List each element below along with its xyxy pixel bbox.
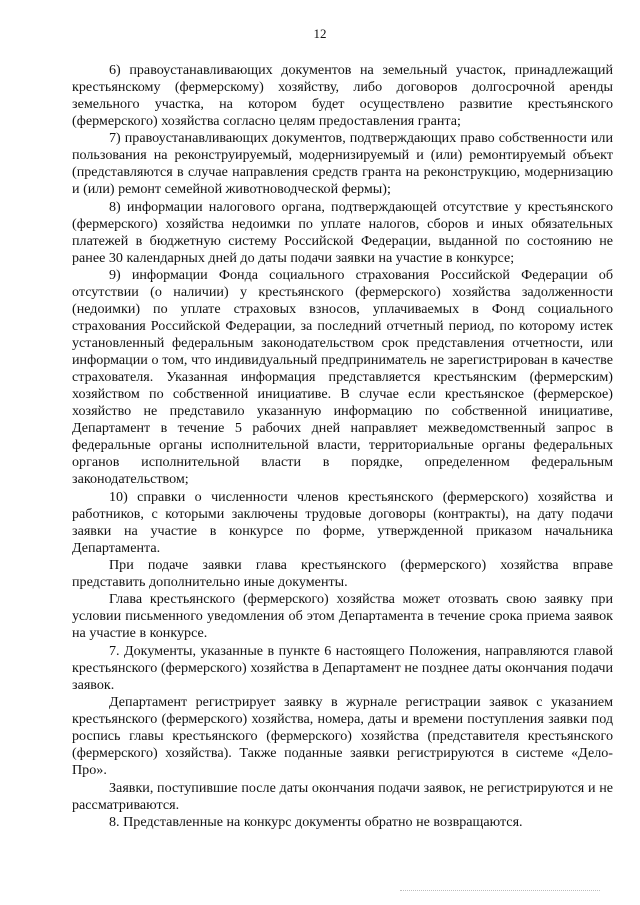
page-number: 12 [313,26,327,41]
document-body [72,62,613,831]
paragraph-item-10: 10) справки о численности членов крестьянского (фермерского) хозяйства и работников, с которыми заключены трудовые договоры (контракты), на дату подачи заявки на участие в конкурсе по форме, утвержденной приказом начальника Департамента. [72,488,613,556]
paragraph-item-6: 6) правоустанавливающих документов на земельный участок, принадлежащий крестьянскому (фермерскому) хозяйству, либо договоров долгосрочной аренды земельного участка, на котором будет осуществлено развитие крестьянского (фермерского) хозяйства согласно целям предоставления гранта; [72,62,613,129]
paragraph-withdraw-application: Глава крестьянского (фермерского) хозяйства может отозвать свою заявку при условии письменного уведомления об этом Департамента в течение срока приема заявок на участие в конкурсе. [72,591,613,642]
footer-dotted-line [400,887,600,891]
paragraph-additional-documents: При подаче заявки глава крестьянского (фермерского) хозяйства вправе представить дополнительно иные документы. [72,556,613,590]
paragraph-item-8: 8) информации налогового органа, подтверждающей отсутствие у крестьянского (фермерского) хозяйства недоимки по уплате налогов, сборов и иных обязательных платежей в бюджетную систему Российской Федерации, выданной по состоянию не ранее 30 календарных дней до даты подачи заявки на участие в конкурсе; [72,198,613,266]
paragraph-clause-7: 7. Документы, указанные в пункте 6 настоящего Положения, направляются главой крестьянского (фермерского) хозяйства в Департамент не позднее даты окончания подачи заявок. [72,642,613,693]
paragraph-late-applications: Заявки, поступившие после даты окончания подачи заявок, не регистрируются и не рассматриваются. [72,779,613,813]
paragraph-item-7: 7) правоустанавливающих документов, подтверждающих право собственности или пользования на реконструируемый, модернизируемый и (или) ремонтируемый объект (представляются в случае направления средств гранта на реконструкцию, модернизацию и (или) ремонт семейной животноводческой фермы); [72,130,613,198]
paragraph-registration: Департамент регистрирует заявку в журнале регистрации заявок с указанием крестьянского (фермерского) хозяйства, номера, даты и времени поступления заявки под роспись главы крестьянского (фермерского) хозяйства (представителя крестьянского (фермерского) хозяйства). Также поданные заявки регистрируются в системе «Дело-Про». [72,694,613,779]
paragraph-clause-8: 8. Представленные на конкурс документы обратно не возвращаются. [109,813,523,830]
paragraph-item-9: 9) информации Фонда социального страхования Российской Федерации об отсутствии (о наличии) у крестьянского (фермерского) хозяйства задолженности (недоимки) по уплате страховых взносов, уплачиваемых в Фонд социального страхования Российской Федерации, за последний отчетный период, по которому истек установленный федеральным законодательством срок представления отчетности, или информации о том, что индивидуальный предприниматель не зарегистрирован в качестве страхователя. Указанная информация представляется крестьянским (фермерским) хозяйством по собственной инициативе. В случае если крестьянское (фермерское) хозяйство не представило указанную информацию по собственной инициативе, Департамент в течение 5 рабочих дней направляет межведомственный запрос в федеральные органы исполнительной власти, территориальные органы федеральных органов исполнительной власти в порядке, определенном федеральным законодательством; [72,267,613,488]
